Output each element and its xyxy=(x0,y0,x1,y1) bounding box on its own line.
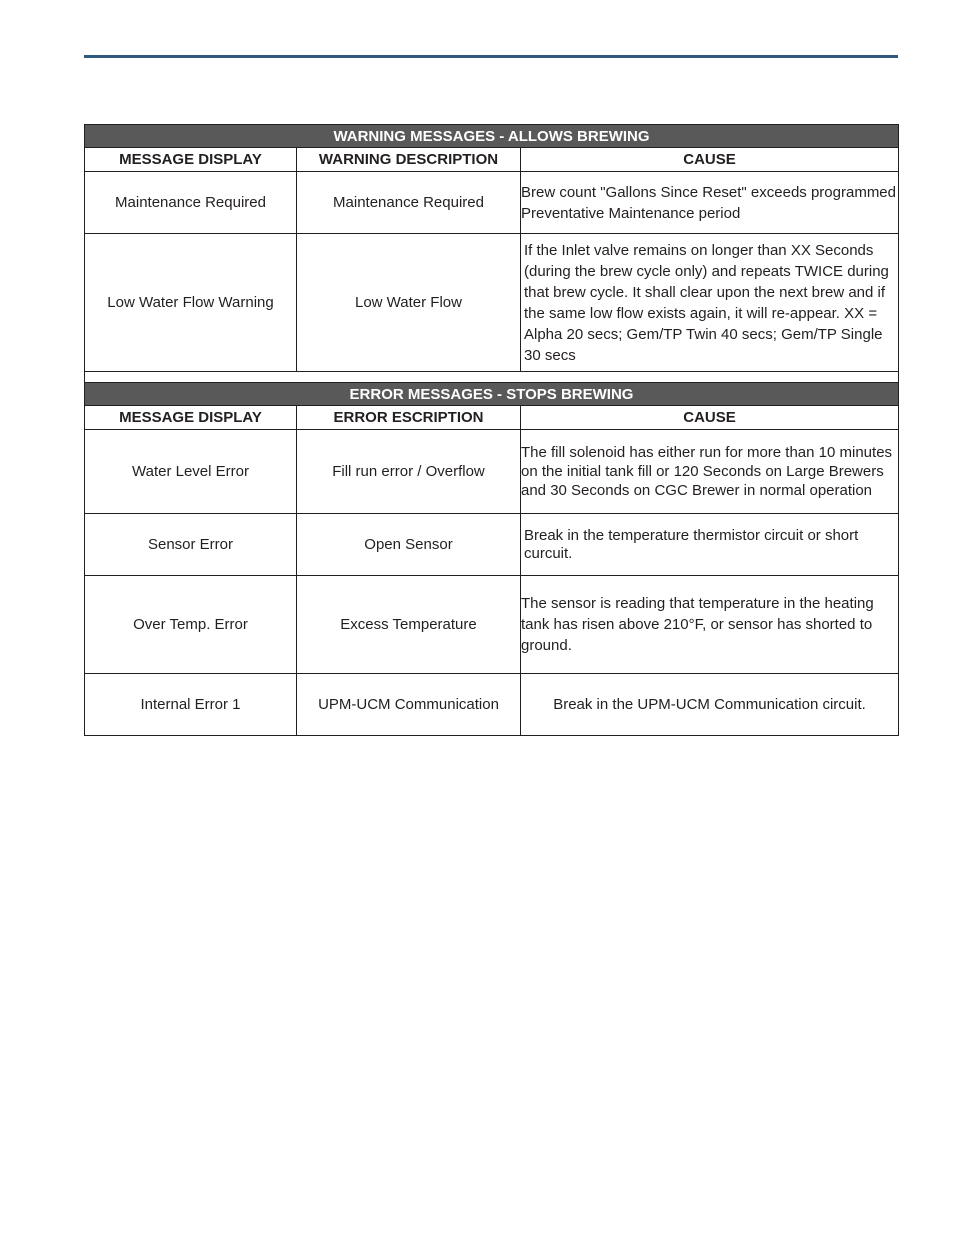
error-section-band xyxy=(85,383,899,406)
column-header-cause: CAUSE xyxy=(521,148,899,172)
message-display-cell: Maintenance Required xyxy=(85,172,297,234)
table-row xyxy=(85,430,899,514)
cause-cell: If the Inlet valve remains on longer than XX Seconds (during the brew cycle only) and repeats TWICE during that brew cycle. It shall clear upon the next brew and if the same low flow exists again, it will re-appear. XX = Alpha 20 secs; Gem/TP Twin 40 secs; Gem/TP Single 30 secs xyxy=(521,234,899,372)
description-cell: Fill run error / Overflow xyxy=(297,430,521,514)
message-display-cell: Sensor Error xyxy=(85,514,297,576)
column-header-error-description: ERROR ESCRIPTION xyxy=(297,406,521,430)
description-cell: Maintenance Required xyxy=(297,172,521,234)
column-header-cause: CAUSE xyxy=(521,406,899,430)
description-cell: Open Sensor xyxy=(297,514,521,576)
description-cell: Low Water Flow xyxy=(297,234,521,372)
error-section-title: ERROR MESSAGES - STOPS BREWING xyxy=(85,383,899,406)
table-row xyxy=(85,674,899,736)
message-display-cell: Low Water Flow Warning xyxy=(85,234,297,372)
header-rule xyxy=(84,55,898,58)
description-cell: UPM-UCM Communication xyxy=(297,674,521,736)
error-header-row xyxy=(85,406,899,430)
column-header-message-display: MESSAGE DISPLAY xyxy=(85,406,297,430)
description-cell: Excess Temperature xyxy=(297,576,521,674)
warning-section-title: WARNING MESSAGES - ALLOWS BREWING xyxy=(85,125,899,148)
message-display-cell: Water Level Error xyxy=(85,430,297,514)
cause-cell: Break in the UPM-UCM Communication circuit. xyxy=(521,674,899,736)
messages-table xyxy=(84,124,899,736)
cause-cell: The fill solenoid has either run for more than 10 minutes on the initial tank fill or 120 Seconds on Large Brewers and 30 Seconds on CGC Brewer in normal operation xyxy=(521,430,899,514)
message-display-cell: Internal Error 1 xyxy=(85,674,297,736)
warning-header-row xyxy=(85,148,899,172)
table-row xyxy=(85,514,899,576)
cause-cell: Brew count "Gallons Since Reset" exceeds programmed Preventative Maintenance period xyxy=(521,172,899,234)
column-header-warning-description: WARNING DESCRIPTION xyxy=(297,148,521,172)
cause-cell: Break in the temperature thermistor circuit or short curcuit. xyxy=(521,514,899,576)
table-row xyxy=(85,172,899,234)
cause-cell: The sensor is reading that temperature in the heating tank has risen above 210°F, or sensor has shorted to ground. xyxy=(521,576,899,674)
table-row xyxy=(85,234,899,372)
column-header-message-display: MESSAGE DISPLAY xyxy=(85,148,297,172)
message-display-cell: Over Temp. Error xyxy=(85,576,297,674)
section-spacer xyxy=(85,372,899,383)
table-row xyxy=(85,576,899,674)
warning-section-band xyxy=(85,125,899,148)
